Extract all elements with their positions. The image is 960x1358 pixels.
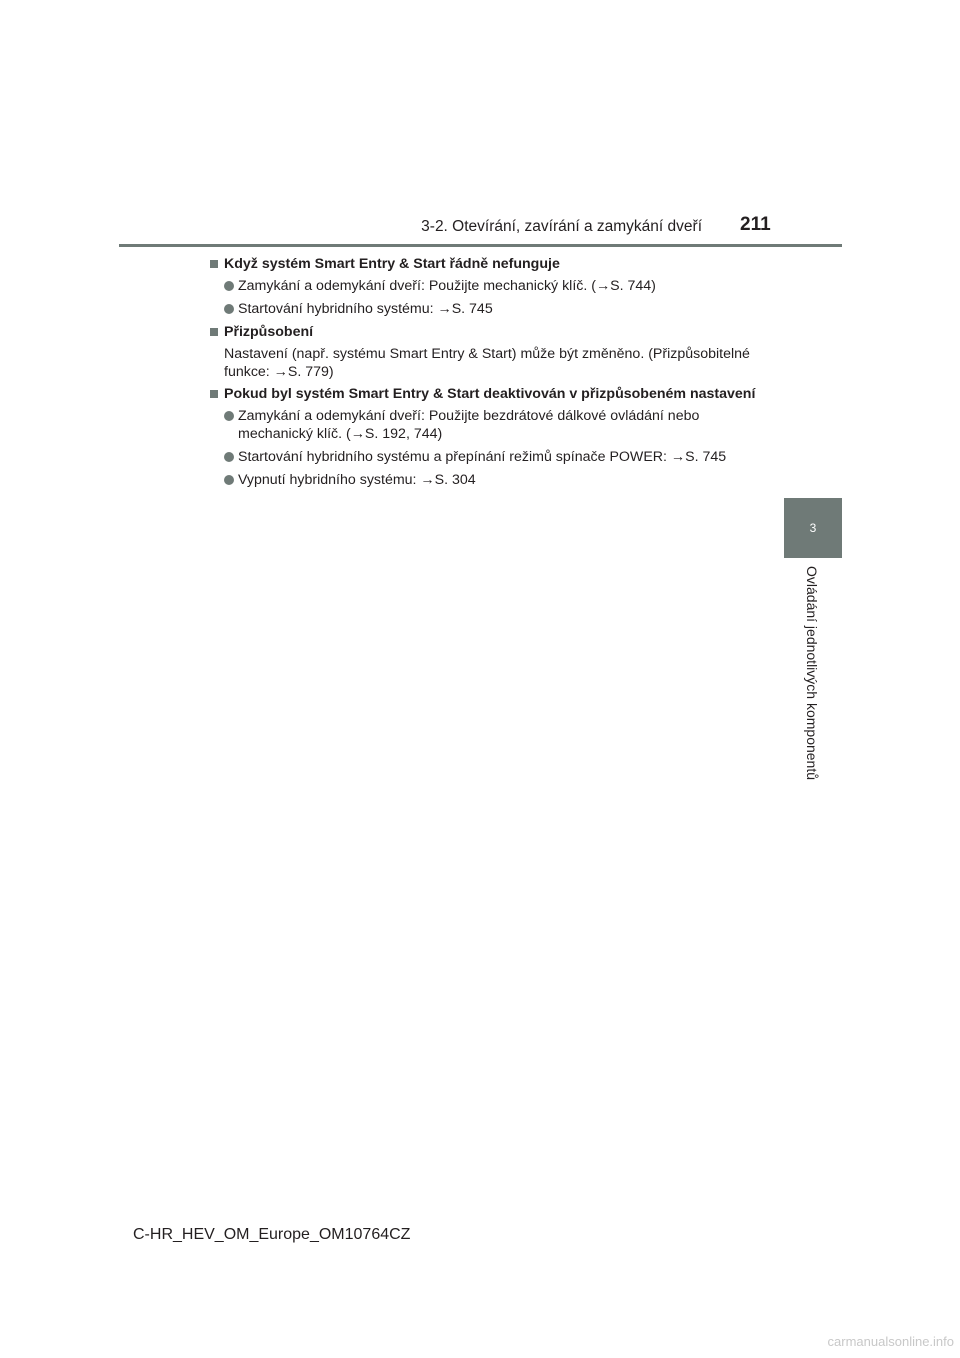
round-bullet-icon [224, 475, 234, 485]
heading-text: Když systém Smart Entry & Start řádně nefunguje [224, 256, 560, 272]
section-customization [210, 323, 770, 381]
document-code: C-HR_HEV_OM_Europe_OM10764CZ [133, 1226, 411, 1243]
page-content [210, 255, 770, 494]
section-smart-entry-deactivated [210, 385, 770, 489]
heading-text: Pokud byl systém Smart Entry & Start deaktivován v přizpůsobeném nastavení [224, 386, 756, 402]
chapter-number: 3 [809, 521, 817, 535]
round-bullet-icon [224, 281, 234, 291]
heading-text: Přizpůsobení [224, 324, 314, 340]
section-heading [210, 323, 770, 341]
round-bullet-icon [224, 452, 234, 462]
round-bullet-icon [224, 304, 234, 314]
section-title: 3-2. Otevírání, zavírání a zamykání dveří [421, 218, 702, 235]
square-bullet-icon [210, 328, 218, 336]
square-bullet-icon [210, 390, 218, 398]
section-heading [210, 255, 770, 273]
section-smart-entry-malfunction [210, 255, 770, 318]
list-item [224, 300, 770, 318]
list-item-text: Zamykání a odemykání dveří: Použijte bezdrátové dálkové ovládání nebo mechanický klíč. (→S. 192, 744) [238, 408, 700, 442]
chapter-label: Ovládání jednotlivých komponentů [804, 566, 820, 781]
round-bullet-icon [224, 411, 234, 421]
list-item-text: Vypnutí hybridního systému: →S. 304 [238, 472, 476, 488]
list-item-text: Startování hybridního systému a přepínání režimů spínače POWER: →S. 745 [238, 449, 727, 465]
square-bullet-icon [210, 260, 218, 268]
list-item-text: Startování hybridního systému: →S. 745 [238, 301, 493, 317]
watermark: carmanualsonline.info [827, 1334, 954, 1349]
list-item [224, 407, 770, 443]
body-paragraph: Nastavení (např. systému Smart Entry & Start) může být změněno. (Přizpůsobitelné funkce: →S. 779) [224, 346, 750, 380]
list-item [224, 277, 770, 295]
chapter-tab [784, 498, 842, 558]
header-divider [119, 244, 842, 247]
section-heading [210, 385, 770, 403]
list-item [224, 448, 770, 466]
page-number: 211 [740, 214, 771, 235]
list-item-text: Zamykání a odemykání dveří: Použijte mechanický klíč. (→S. 744) [238, 278, 656, 294]
list-item [224, 471, 770, 489]
